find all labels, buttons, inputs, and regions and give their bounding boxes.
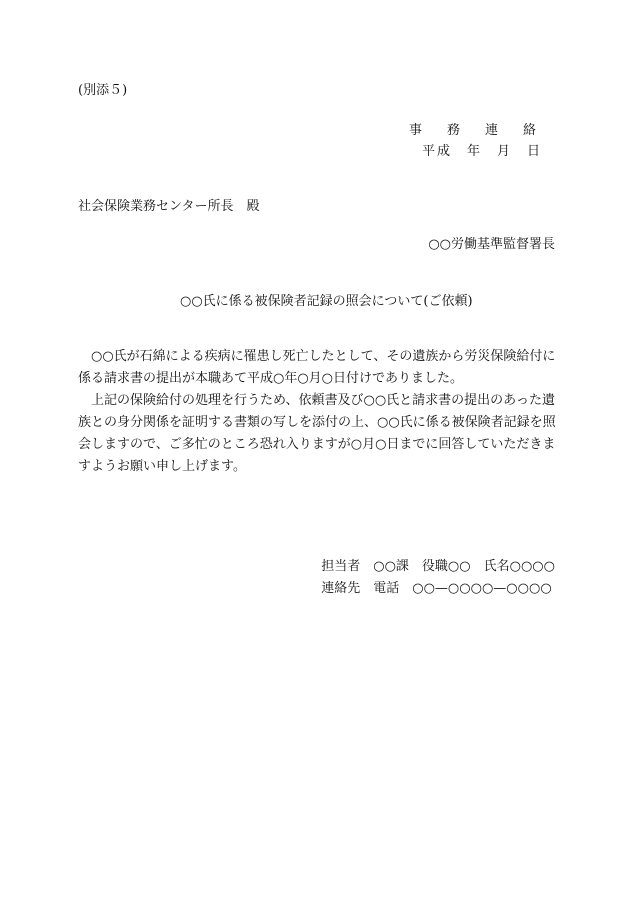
document-date: 平成 年 月 日 — [421, 144, 542, 159]
annex-label: (別添５) — [78, 83, 128, 98]
body-paragraph-1: ○○氏が石綿による疾病に罹患し死亡したとして、その遺族から労災保険給付に係る請求書の提出が本職あて平成○年○月○日付けでありました。 — [78, 349, 556, 386]
document-type: 事 務 連 絡 — [408, 123, 542, 138]
subject-title: ○○氏に係る被保険者記録の照会について(ご依頼) — [180, 294, 473, 309]
contact-phone: 連絡先 電話 ○○—○○○○—○○○○ — [321, 581, 552, 596]
contact-person: 担当者 ○○課 役職○○ 氏名○○○○ — [321, 559, 555, 574]
letter-body — [78, 346, 558, 478]
contact-block — [321, 556, 555, 600]
sender: ○○労働基準監督署長 — [428, 237, 555, 252]
body-paragraph-2: 上記の保険給付の処理を行うため、依頼書及び○○氏と請求書の提出のあった遺族との身分関係を証明する書類の写しを添付の上、○○氏に係る被保険者記録を照会しますので、ご多忙のところ恐れ入りますが○月○日までに回答していただきますようお願い申し上げます。 — [78, 393, 556, 474]
addressee: 社会保険業務センター所長 殿 — [78, 199, 260, 214]
